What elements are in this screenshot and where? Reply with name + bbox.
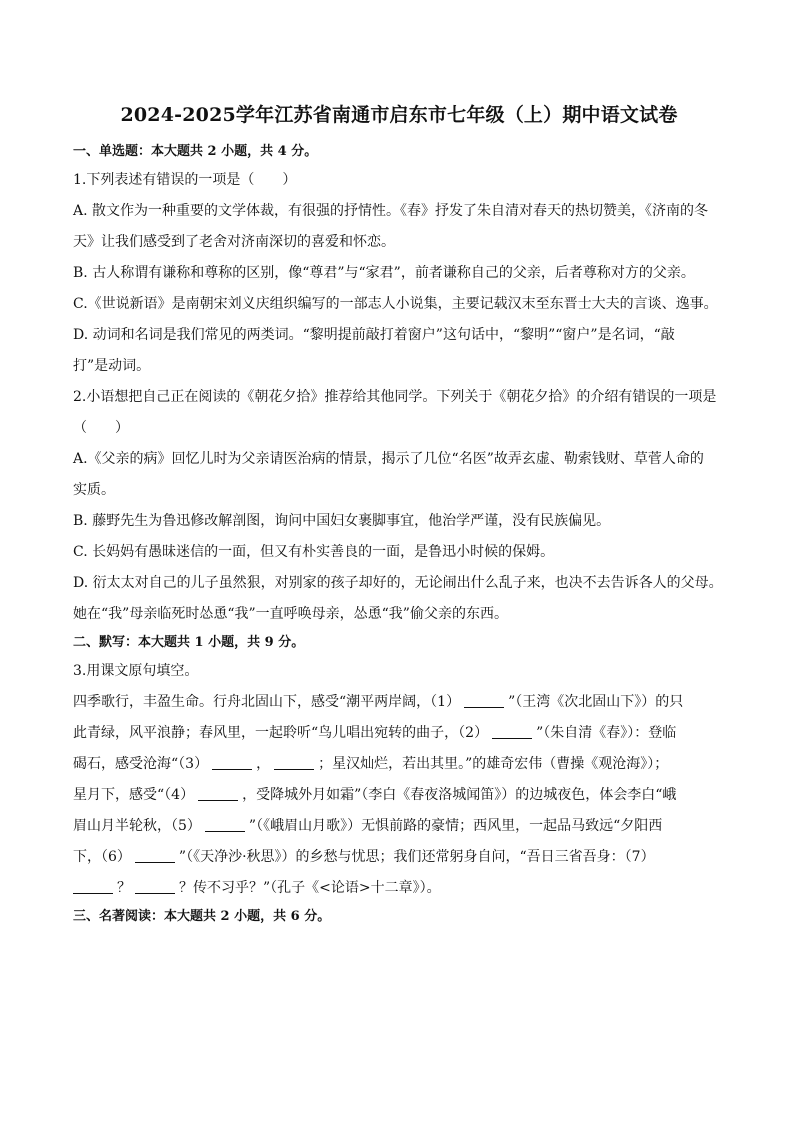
q2-option-a-line2: 实质。 — [73, 482, 115, 498]
q3-text-line3 — [73, 749, 725, 780]
q3-text-line6 — [73, 842, 725, 873]
q2-option-a-line1: A.《父亲的病》回忆儿时为父亲请医治病的情景，揭示了几位“名医”故弄玄虚、勒索钱财、草菅人命的 — [73, 451, 704, 467]
blank-5[interactable] — [205, 817, 245, 832]
q3-l2-part-b: ”（朱自清《春》）：登临 — [536, 725, 677, 741]
q2-option-d-line1: D. 衍太太对自己的儿子虽然狠，对别家的孩子却好的，无论闹出什么乱子来，也决不去告诉各人的父母。 — [73, 575, 723, 591]
q3-text-line2 — [73, 718, 725, 749]
blank-7a[interactable] — [73, 879, 113, 894]
q3-l1-part-a: 四季歌行，丰盈生命。行舟北固山下，感受“潮平两岸阔，（1） — [73, 694, 461, 710]
q2-option-b: B. 藤野先生为鲁迅修改解剖图，询问中国妇女裹脚事宜，他治学严谨，没有民族偏见。 — [73, 513, 611, 529]
q1-option-a-line2: 天》让我们感受到了老舍对济南深切的喜爱和怀恋。 — [73, 234, 395, 250]
question-1 — [73, 165, 725, 382]
q3-text-line7 — [73, 873, 725, 904]
q1-option-c: C.《世说新语》是南朝宋刘义庆组织编写的一部志人小说集，主要记载汉末至东晋士大夫的言谈、逸事。 — [73, 296, 718, 312]
q1-option-d-line2: 打”是动词。 — [73, 358, 151, 374]
blank-2[interactable] — [492, 724, 532, 739]
section-3-heading: 三、名著阅读：本大题共 2 小题，共 6 分。 — [73, 909, 331, 924]
exam-page — [73, 100, 725, 930]
q1-option-b: B. 古人称谓有谦称和尊称的区别，像“尊君”与“家君”，前者谦称自己的父亲，后者尊称对方的父亲。 — [73, 265, 695, 281]
q3-l4-part-b: ，受降城外月如霜”（李白《春夜洛城闻笛》）的边城夜色，体会李白“峨 — [242, 787, 677, 803]
q3-text-line5 — [73, 811, 725, 842]
q2-option-d-line2: 她在“我”母亲临死时怂恿“我”一直呼唤母亲，怂恿“我”偷父亲的东西。 — [73, 606, 508, 622]
q1-stem: 1.下列表述有错误的一项是（ ） — [73, 172, 297, 188]
q3-l5-part-b: ”（《峨眉山月歌》）无惧前路的豪情；西风里，一起品马致远“夕阳西 — [248, 818, 663, 834]
blank-1[interactable] — [464, 693, 504, 708]
q1-option-d-line1: D. 动词和名词是我们常见的两类词。“黎明提前敲打着窗户”这句话中，“黎明”“窗户”是名词，“敲 — [73, 327, 675, 343]
blank-3b[interactable] — [274, 755, 314, 770]
q1-option-a-line1: A. 散文作为一种重要的文学体裁，有很强的抒情性。《春》抒发了朱自清对春天的热切赞美，《济南的冬 — [73, 203, 709, 219]
section-1-heading: 一、单选题：本大题共 2 小题，共 4 分。 — [73, 144, 318, 159]
blank-7b[interactable] — [135, 879, 175, 894]
q2-stem-line2: （ ） — [73, 420, 129, 436]
q3-stem: 3.用课文原句填空。 — [73, 663, 199, 679]
q2-option-c: C. 长妈妈有愚昧迷信的一面，但又有朴实善良的一面，是鲁迅小时候的保姆。 — [73, 544, 555, 560]
exam-title: 2024-2025学年江苏省南通市启东市七年级（上）期中语文试卷 — [120, 104, 678, 126]
q3-l1-part-b: ”（王湾《次北固山下》）的只 — [508, 694, 684, 710]
q3-l7-part-b: ？传不习乎？”（孔子《<论语>十二章》）。 — [179, 880, 441, 896]
blank-4[interactable] — [198, 786, 238, 801]
q3-text-line4 — [73, 780, 725, 811]
q3-l6-part-b: ”（《天净沙·秋思》）的乡愁与忧思；我们还常躬身自问，“吾日三省吾身：（7） — [178, 849, 655, 865]
question-2 — [73, 382, 725, 630]
blank-3a[interactable] — [212, 755, 252, 770]
question-3 — [73, 656, 725, 904]
q3-l4-part-a: 星月下，感受“（4） — [73, 787, 195, 803]
q3-l6-part-a: 下，（6） — [73, 849, 131, 865]
q3-l2-part-a: 此青绿，风平浪静；春风里，一起聆听“鸟儿唱出宛转的曲子，（2） — [73, 725, 489, 741]
q3-l7-part-a: ？ — [117, 880, 131, 896]
q3-l3-part-a: 碣石，感受沧海“（3） — [73, 756, 209, 772]
q3-l3-part-c: ；星汉灿烂，若出其里。”的雄奇宏伟（曹操《观沧海》）； — [318, 756, 669, 772]
blank-6[interactable] — [135, 848, 175, 863]
section-2-heading: 二、默写：本大题共 1 小题，共 9 分。 — [73, 635, 305, 650]
q3-l5-part-a: 眉山月半轮秋，（5） — [73, 818, 201, 834]
q2-stem-line1: 2.小语想把自己正在阅读的《朝花夕拾》推荐给其他同学。下列关于《朝花夕拾》的介绍有错误的一项是 — [73, 389, 717, 405]
q3-text-line1 — [73, 687, 725, 718]
q3-l3-part-b: ， — [256, 756, 271, 772]
